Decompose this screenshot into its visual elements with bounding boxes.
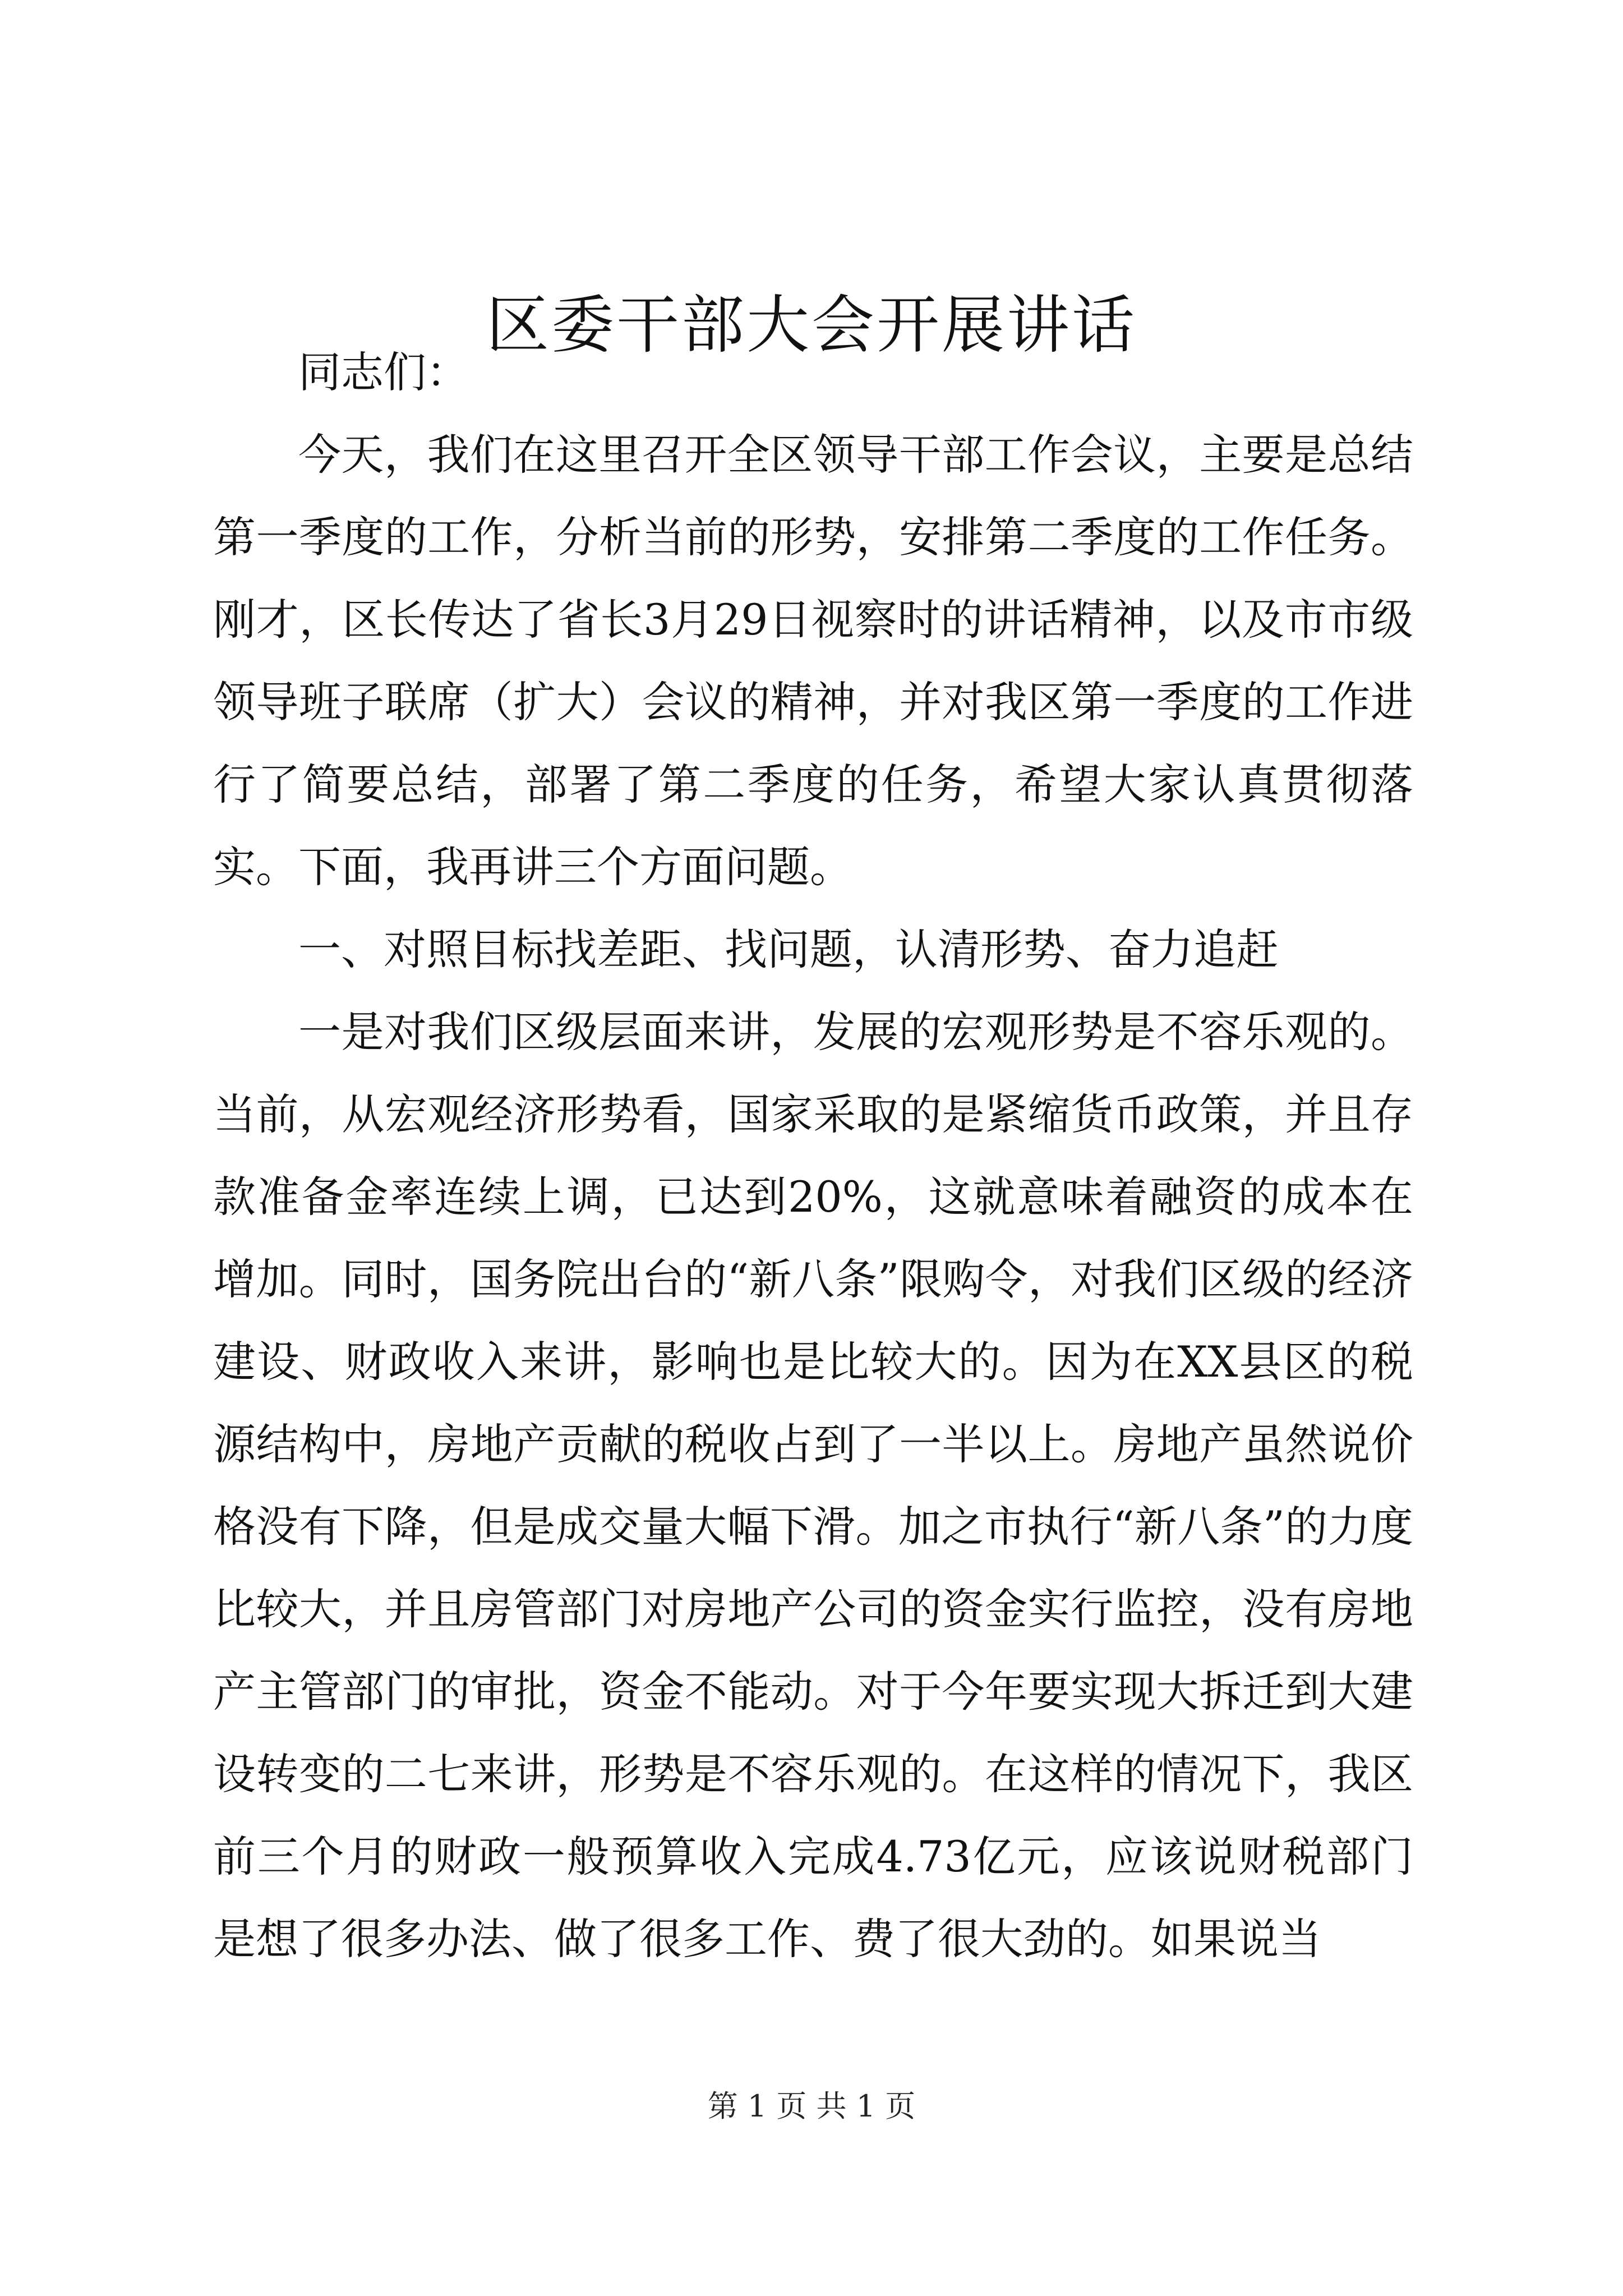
section-heading: 一、对照目标找差距、找问题，认清形势、奋力追赶 — [298, 924, 1279, 974]
page-footer: 第 1 页 共 1 页 — [707, 2088, 916, 2124]
document-body — [213, 331, 1413, 1980]
paragraph-intro: 今天，我们在这里召开全区领导干部工作会议，主要是总结第一季度的工作，分析当前的形势，安排第二季度的工作任务。刚才，区长传达了省长3月29日视察时的讲话精神，以及市市级领导班子联席（扩大）会议的精神，并对我区第一季度的工作进行了简要总结，部署了第二季度的任务，希望大家认真贯彻落实。下面，我再讲三个方面问题。 — [213, 430, 1413, 892]
paragraph-section-one: 一是对我们区级层面来讲，发展的宏观形势是不容乐观的。当前，从宏观经济形势看，国家采取的是紧缩货币政策，并且存款准备金率连续上调，已达到20%，这就意味着融资的成本在增加。同时，国务院出台的“新八条”限购令，对我们区级的经济建设、财政收入来讲，影响也是比较大的。因为在XX县区的税源结构中，房地产贡献的税收占到了一半以上。房地产虽然说价格没有下降，但是成交量大幅下滑。加之市执行“新八条”的力度比较大，并且房管部门对房地产公司的资金实行监控，没有房地产主管部门的审批，资金不能动。对于今年要实现大拆迁到大建设转变的二七来讲，形势是不容乐观的。在这样的情况下，我区前三个月的财政一般预算收入完成4.73亿元，应该说财税部门是想了很多办法、做了很多工作、费了很大劲的。如果说当 — [213, 1007, 1413, 1964]
greeting: 同志们： — [298, 347, 469, 397]
document-title: 区委干部大会开展讲话 — [486, 289, 1137, 362]
